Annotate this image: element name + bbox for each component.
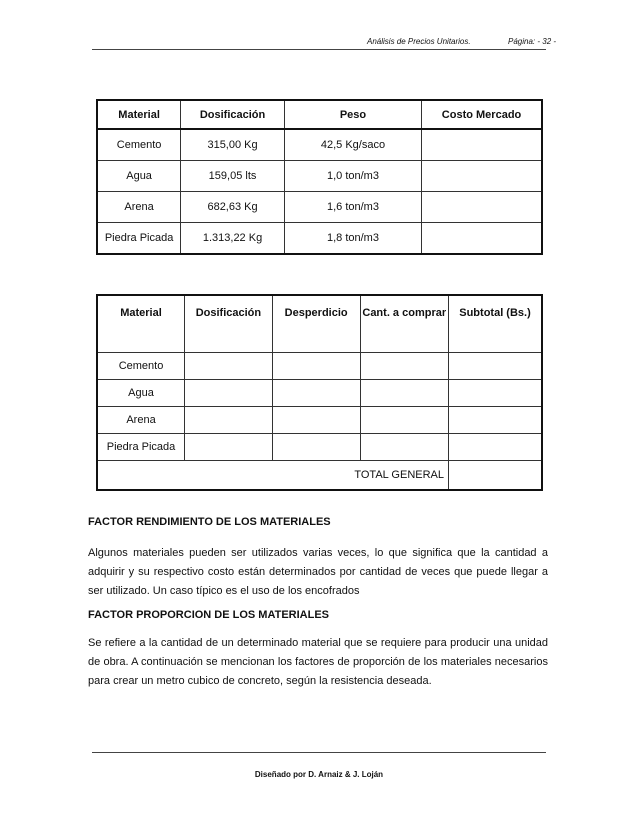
table-cell: 1,0 ton/m3 — [284, 161, 421, 192]
table-cell — [422, 129, 542, 161]
table-row — [97, 380, 542, 407]
table-cell: 159,05 lts — [181, 161, 285, 192]
section-heading: FACTOR RENDIMIENTO DE LOS MATERIALES — [88, 516, 331, 528]
table-cell: Piedra Picada — [97, 223, 181, 255]
total-label: TOTAL GENERAL — [97, 461, 449, 491]
table-row — [97, 192, 542, 223]
table-cell: Cemento — [97, 353, 185, 380]
table-header-row — [97, 100, 542, 129]
table-cell — [449, 380, 543, 407]
table-cell — [422, 192, 542, 223]
table-cell: 1,6 ton/m3 — [284, 192, 421, 223]
table-cell: 42,5 Kg/saco — [284, 129, 421, 161]
header-title: Análisis de Precios Unitarios. — [367, 37, 471, 46]
table-cell — [360, 380, 449, 407]
table-cell — [360, 434, 449, 461]
purchase-table — [96, 294, 543, 491]
section-heading: FACTOR PROPORCION DE LOS MATERIALES — [88, 609, 329, 621]
column-header: Cant. a comprar — [360, 295, 449, 353]
dosage-table — [96, 99, 543, 255]
column-header: Material — [97, 295, 185, 353]
table-cell: Cemento — [97, 129, 181, 161]
table-row — [97, 353, 542, 380]
table-cell — [449, 353, 543, 380]
table-cell: Agua — [97, 161, 181, 192]
column-header: Costo Mercado — [422, 100, 542, 129]
section-paragraph: Algunos materiales pueden ser utilizados varias veces, lo que significa que la cantidad a adquirir y su respectivo costo están determinados por cantidad de veces que puede llegar a ser utilizado. Un caso típico es el uso de los encofrados — [88, 547, 548, 597]
table-cell — [422, 161, 542, 192]
table-cell: 1.313,22 Kg — [181, 223, 285, 255]
table-cell: Arena — [97, 407, 185, 434]
column-header: Material — [97, 100, 181, 129]
column-header: Desperdicio — [272, 295, 360, 353]
section-paragraph: Se refiere a la cantidad de un determinado material que se requiere para producir una unidad de obra. A continuación se mencionan los factores de proporción de los materiales necesarios para crear un metro cubico de concreto, según la resistencia deseada. — [88, 637, 548, 687]
table-cell — [449, 434, 543, 461]
table-row — [97, 161, 542, 192]
table-cell: 1,8 ton/m3 — [284, 223, 421, 255]
column-header: Subtotal (Bs.) — [449, 295, 543, 353]
table-row — [97, 434, 542, 461]
table-cell: Arena — [97, 192, 181, 223]
table-cell — [185, 380, 273, 407]
table-cell: Agua — [97, 380, 185, 407]
footer-divider — [92, 752, 546, 753]
table-cell: 682,63 Kg — [181, 192, 285, 223]
table-cell — [360, 353, 449, 380]
table-cell — [272, 380, 360, 407]
table-row — [97, 223, 542, 255]
header-divider — [92, 49, 546, 50]
page-header — [92, 37, 557, 49]
column-header: Peso — [284, 100, 421, 129]
table-cell — [185, 434, 273, 461]
table-cell — [449, 407, 543, 434]
table-header-row — [97, 295, 542, 353]
table-cell — [185, 353, 273, 380]
table-cell — [360, 407, 449, 434]
page-footer: Diseñado por D. Arnaiz & J. Loján — [254, 770, 384, 779]
table-row — [97, 129, 542, 161]
table-cell — [272, 353, 360, 380]
table-cell — [272, 434, 360, 461]
total-value-cell — [449, 461, 543, 491]
total-row — [97, 461, 542, 491]
table-cell — [185, 407, 273, 434]
header-page-number: Página: - 32 - — [508, 37, 557, 46]
table-cell: 315,00 Kg — [181, 129, 285, 161]
table-cell — [272, 407, 360, 434]
table-cell: Piedra Picada — [97, 434, 185, 461]
table-row — [97, 407, 542, 434]
table-cell — [422, 223, 542, 255]
column-header: Dosificación — [185, 295, 273, 353]
column-header: Dosificación — [181, 100, 285, 129]
